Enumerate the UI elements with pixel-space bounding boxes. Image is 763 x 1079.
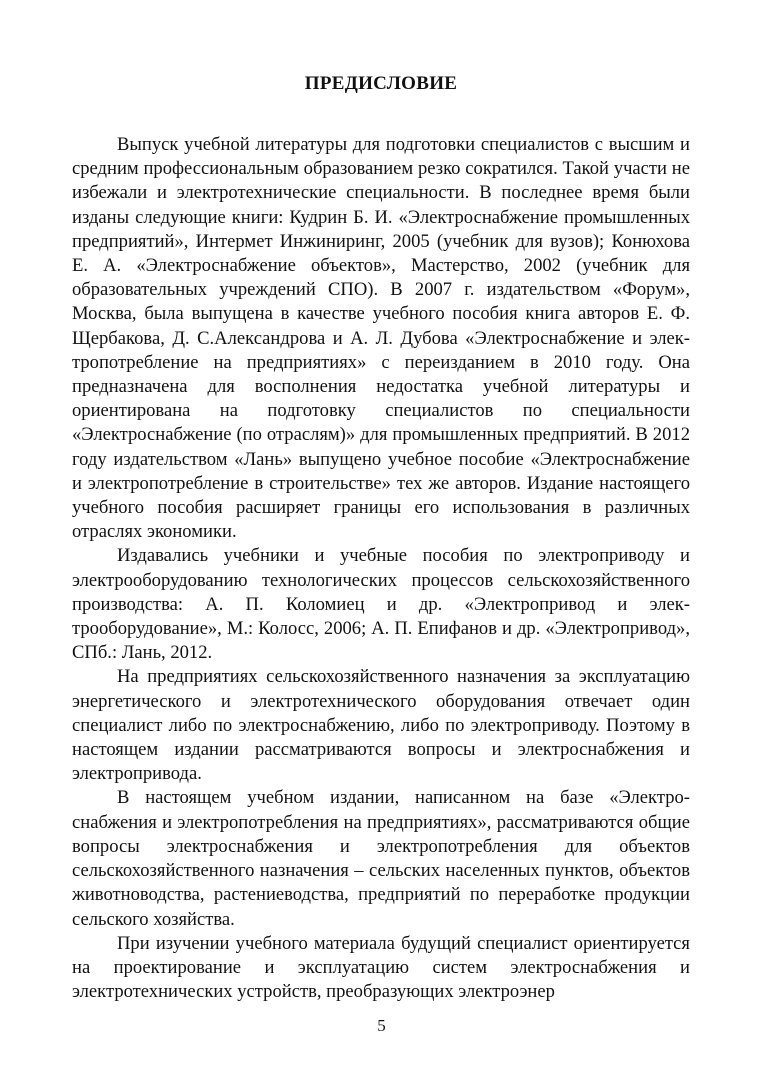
paragraph-4: В настоящем учебном издании, написанном на базе «Электроснабжения и электропотребления на предприятиях», рассматриваются общие вопросы электроснабжения и электропотребления для объектов сельскохозяйственного назначения – сельских населенных пунктов, объектов животноводства, растениеводства, предприятий по переработке продукции сельского хозяйства.	[72, 787, 690, 930]
paragraph-5: При изучении учебного материала будущий специалист ориентируется на проектирование и эксплуатацию систем электроснабжения и электротехнических устройств, преобразующих электроэнер	[72, 932, 690, 1003]
page-number: 5	[377, 1016, 386, 1035]
paragraph-1: Выпуск учебной литературы для подготовки специалистов с высшим и средним профессиональным образованием резко сократился. Такой участи не избежали и электротехнические специальности. В последнее время были изданы следующие книги: Кудрин Б. И. «Электроснабжение промышленных предприятий», Интермет Инжиниринг, 2005 (учебник для вузов); Конюхова Е. А. «Электроснабжение объектов», Мастерство, 2002 (учебник для образовательных учреждений СПО). В 2007 г. издательством «Форум», Москва, была выпущена в качестве учебного пособия книга авторов Е. Ф. Щербакова, Д. С.Александрова и А. Л. Дубова «Электроснабжение и электропотребление на предприятиях» с переизданием в 2010 году. Она предназначена для восполнения недостатка учебной литературы и ориентирована на подготовку специалистов по специальности «Электроснабжение (по отраслям)» для промышленных предприятий. В 2012 году издательством «Лань» выпущено учебное пособие «Электроснабжение и электропотребление в строительстве» тех же авторов. Издание настоящего учебного пособия расширяет границы его использования в различных отраслях экономики.	[72, 134, 690, 543]
page-title: ПРЕДИСЛОВИЕ	[304, 73, 458, 94]
document-page	[72, 60, 690, 1004]
paragraph-3: На предприятиях сельскохозяйственного назначения за эксплуатацию энергетического и электротехнического оборудования отвечает один специалист либо по электроснабжению, либо по электроприводу. Поэтому в настоящем издании рассматриваются вопросы и электроснабжения и электропривода.	[72, 666, 690, 785]
paragraph-2: Издавались учебники и учебные пособия по электроприводу и электрооборудованию технологических процессов сельскохозяйственного производства: А. П. Коломиец и др. «Электропривод и электрооборудование», М.: Колосс, 2006; А. П. Епифанов и др. «Электропривод», СПб.: Лань, 2012.	[72, 545, 690, 664]
